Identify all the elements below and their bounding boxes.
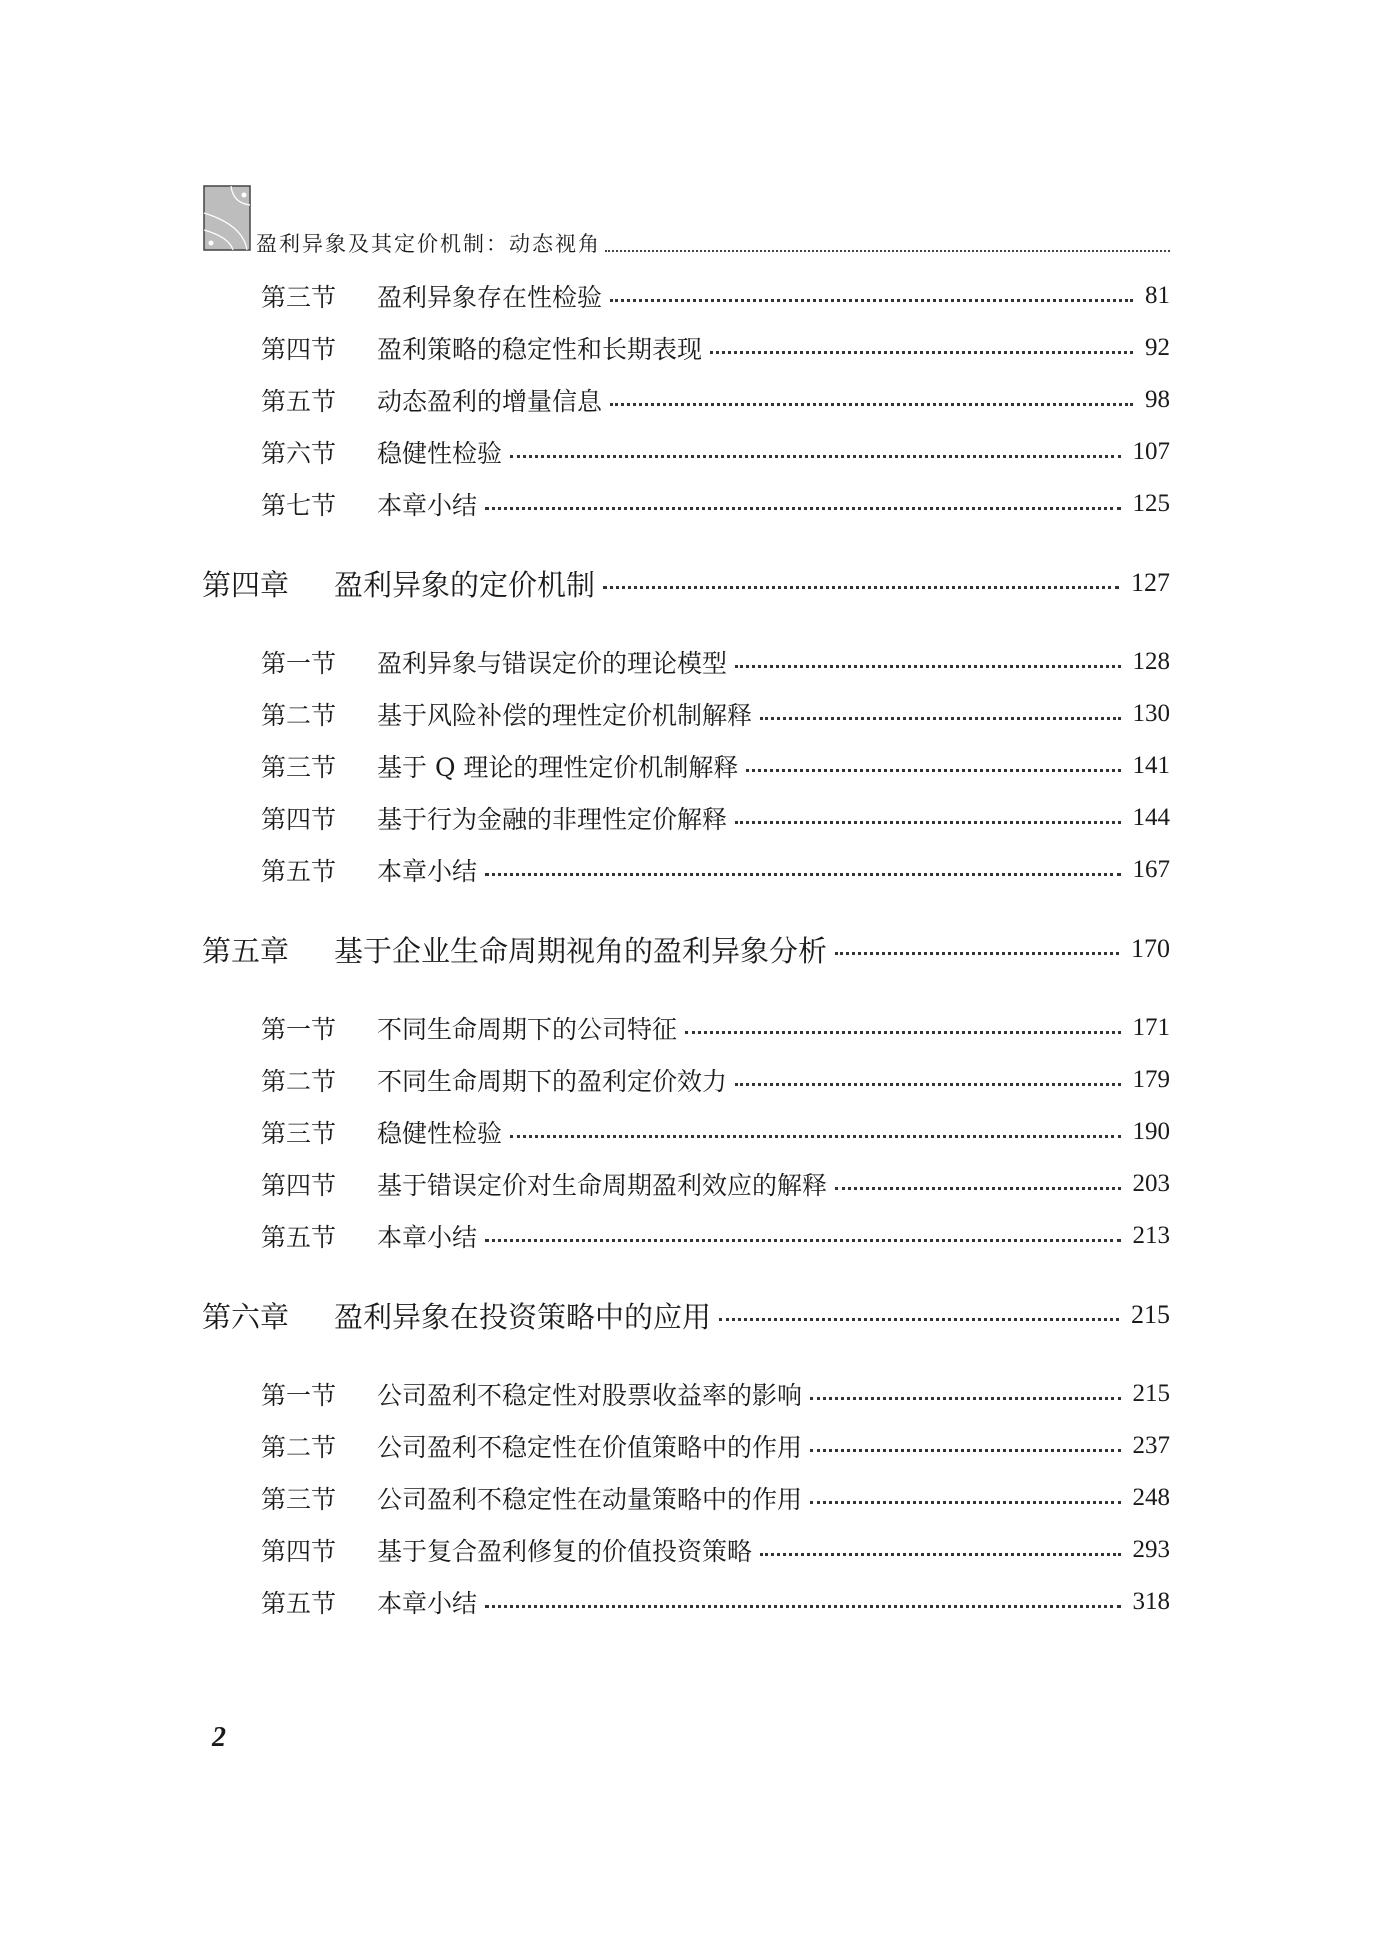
toc-section-entry[interactable]: [202, 1472, 1170, 1524]
dot-leader: [603, 586, 1119, 589]
toc-entry-number: 第一节: [261, 1381, 337, 1410]
toc-section-entry[interactable]: [202, 1210, 1170, 1262]
toc-entry-number: 第一节: [261, 649, 337, 678]
toc-entry-page: 128: [1132, 648, 1170, 675]
toc-entry-title: 公司盈利不稳定性在动量策略中的作用: [377, 1485, 803, 1514]
toc-entry-number: 第三节: [261, 1119, 337, 1148]
dot-leader: [485, 1239, 1120, 1242]
dot-leader: [760, 1553, 1120, 1556]
toc-entry-number: 第四节: [261, 335, 337, 364]
dot-leader: [810, 1449, 1120, 1452]
toc-entry-page: 213: [1132, 1222, 1170, 1249]
toc-entry-page: 171: [1132, 1014, 1170, 1041]
toc-section-entry[interactable]: [202, 1002, 1170, 1054]
header-rule: [605, 250, 1170, 252]
toc-section-entry[interactable]: [202, 740, 1170, 792]
toc-entry-page: 81: [1145, 282, 1170, 309]
dot-leader: [510, 455, 1120, 458]
toc-section-entry[interactable]: [202, 1158, 1170, 1210]
dot-leader: [835, 1187, 1120, 1190]
toc-entry-number: 第六章: [202, 1299, 290, 1334]
toc-entry-page: 179: [1132, 1066, 1170, 1093]
toc-entry-page: 167: [1132, 856, 1170, 883]
dot-leader: [735, 665, 1120, 668]
toc-section-entry[interactable]: [202, 478, 1170, 530]
toc-entry-page: 190: [1132, 1118, 1170, 1145]
toc-entry-number: 第四章: [202, 567, 290, 602]
toc-entry-number: 第七节: [261, 491, 337, 520]
toc-section-entry[interactable]: [202, 426, 1170, 478]
toc-entry-number: 第六节: [261, 439, 337, 468]
toc-entry-title: 基于复合盈利修复的价值投资策略: [377, 1537, 753, 1566]
table-of-contents: [202, 270, 1170, 1628]
toc-section-entry[interactable]: [202, 636, 1170, 688]
toc-entry-page: 127: [1131, 568, 1170, 597]
toc-entry-page: 125: [1132, 490, 1170, 517]
toc-entry-number: 第三节: [261, 1485, 337, 1514]
toc-section-entry[interactable]: [202, 1368, 1170, 1420]
toc-entry-title: 基于企业生命周期视角的盈利异象分析: [334, 933, 828, 968]
dot-leader: [719, 1318, 1119, 1321]
dot-leader: [810, 1397, 1120, 1400]
toc-section-entry[interactable]: [202, 1054, 1170, 1106]
toc-entry-number: 第三节: [261, 283, 337, 312]
toc-entry-number: 第五章: [202, 933, 290, 968]
toc-entry-number: 第五节: [261, 387, 337, 416]
toc-entry-page: 130: [1132, 700, 1170, 727]
toc-chapter-entry[interactable]: [202, 1262, 1170, 1368]
dot-leader: [685, 1031, 1120, 1034]
toc-entry-number: 第四节: [261, 1537, 337, 1566]
dot-leader: [735, 1083, 1120, 1086]
dot-leader: [735, 821, 1120, 824]
toc-entry-title: 稳健性检验: [377, 439, 503, 468]
toc-entry-title: 不同生命周期下的盈利定价效力: [377, 1067, 728, 1096]
toc-entry-title: 盈利策略的稳定性和长期表现: [377, 335, 703, 364]
toc-entry-title: 本章小结: [377, 491, 478, 520]
toc-entry-title: 盈利异象在投资策略中的应用: [334, 1299, 712, 1334]
toc-section-entry[interactable]: [202, 374, 1170, 426]
toc-entry-page: 318: [1132, 1588, 1170, 1615]
toc-entry-title: 不同生命周期下的公司特征: [377, 1015, 678, 1044]
running-header: [256, 228, 1170, 258]
dot-leader: [810, 1501, 1120, 1504]
dot-leader: [835, 952, 1119, 955]
dot-leader: [760, 717, 1120, 720]
toc-entry-title: 动态盈利的增量信息: [377, 387, 603, 416]
toc-section-entry[interactable]: [202, 1576, 1170, 1628]
toc-entry-number: 第三节: [261, 753, 337, 782]
toc-entry-number: 第四节: [261, 1171, 337, 1200]
toc-entry-page: 92: [1145, 334, 1170, 361]
toc-entry-page: 98: [1145, 386, 1170, 413]
toc-entry-page: 203: [1132, 1170, 1170, 1197]
dot-leader: [485, 1605, 1120, 1608]
toc-entry-title: 盈利异象的定价机制: [334, 567, 596, 602]
dot-leader: [710, 351, 1133, 354]
toc-section-entry[interactable]: [202, 792, 1170, 844]
toc-entry-number: 第四节: [261, 805, 337, 834]
toc-section-entry[interactable]: [202, 1524, 1170, 1576]
toc-section-entry[interactable]: [202, 688, 1170, 740]
dot-leader: [610, 403, 1133, 406]
toc-entry-number: 第五节: [261, 857, 337, 886]
running-title: 盈利异象及其定价机制：动态视角: [256, 232, 601, 256]
toc-chapter-entry[interactable]: [202, 530, 1170, 636]
dot-leader: [485, 507, 1120, 510]
dot-leader: [610, 299, 1133, 302]
toc-entry-title: 盈利异象存在性检验: [377, 283, 603, 312]
toc-entry-number: 第二节: [261, 701, 337, 730]
toc-entry-title: 基于错误定价对生命周期盈利效应的解释: [377, 1171, 828, 1200]
toc-entry-page: 237: [1132, 1432, 1170, 1459]
toc-entry-page: 215: [1132, 1380, 1170, 1407]
toc-section-entry[interactable]: [202, 1106, 1170, 1158]
dot-leader: [510, 1135, 1120, 1138]
toc-entry-number: 第二节: [261, 1433, 337, 1462]
toc-entry-title: 本章小结: [377, 1589, 478, 1618]
toc-entry-page: 293: [1132, 1536, 1170, 1563]
toc-entry-page: 107: [1132, 438, 1170, 465]
toc-entry-title: 基于风险补偿的理性定价机制解释: [377, 701, 753, 730]
toc-entry-page: 215: [1131, 1300, 1170, 1329]
toc-chapter-entry[interactable]: [202, 896, 1170, 1002]
toc-entry-number: 第五节: [261, 1223, 337, 1252]
toc-entry-page: 170: [1131, 934, 1170, 963]
toc-entry-title: 基于 Q 理论的理性定价机制解释: [377, 753, 739, 782]
toc-entry-page: 144: [1132, 804, 1170, 831]
toc-entry-page: 141: [1132, 752, 1170, 779]
header-logo-icon: [203, 185, 251, 251]
toc-entry-number: 第二节: [261, 1067, 337, 1096]
toc-section-entry[interactable]: [202, 1420, 1170, 1472]
toc-section-entry[interactable]: [202, 270, 1170, 322]
toc-entry-title: 基于行为金融的非理性定价解释: [377, 805, 728, 834]
toc-entry-title: 本章小结: [377, 857, 478, 886]
toc-entry-page: 248: [1132, 1484, 1170, 1511]
dot-leader: [746, 769, 1120, 772]
toc-entry-number: 第五节: [261, 1589, 337, 1618]
toc-entry-title: 稳健性检验: [377, 1119, 503, 1148]
toc-entry-title: 本章小结: [377, 1223, 478, 1252]
toc-section-entry[interactable]: [202, 844, 1170, 896]
toc-entry-title: 公司盈利不稳定性对股票收益率的影响: [377, 1381, 803, 1410]
toc-entry-title: 公司盈利不稳定性在价值策略中的作用: [377, 1433, 803, 1462]
toc-entry-number: 第一节: [261, 1015, 337, 1044]
page-number: 2: [212, 1722, 226, 1753]
toc-entry-title: 盈利异象与错误定价的理论模型: [377, 649, 728, 678]
dot-leader: [485, 873, 1120, 876]
toc-section-entry[interactable]: [202, 322, 1170, 374]
